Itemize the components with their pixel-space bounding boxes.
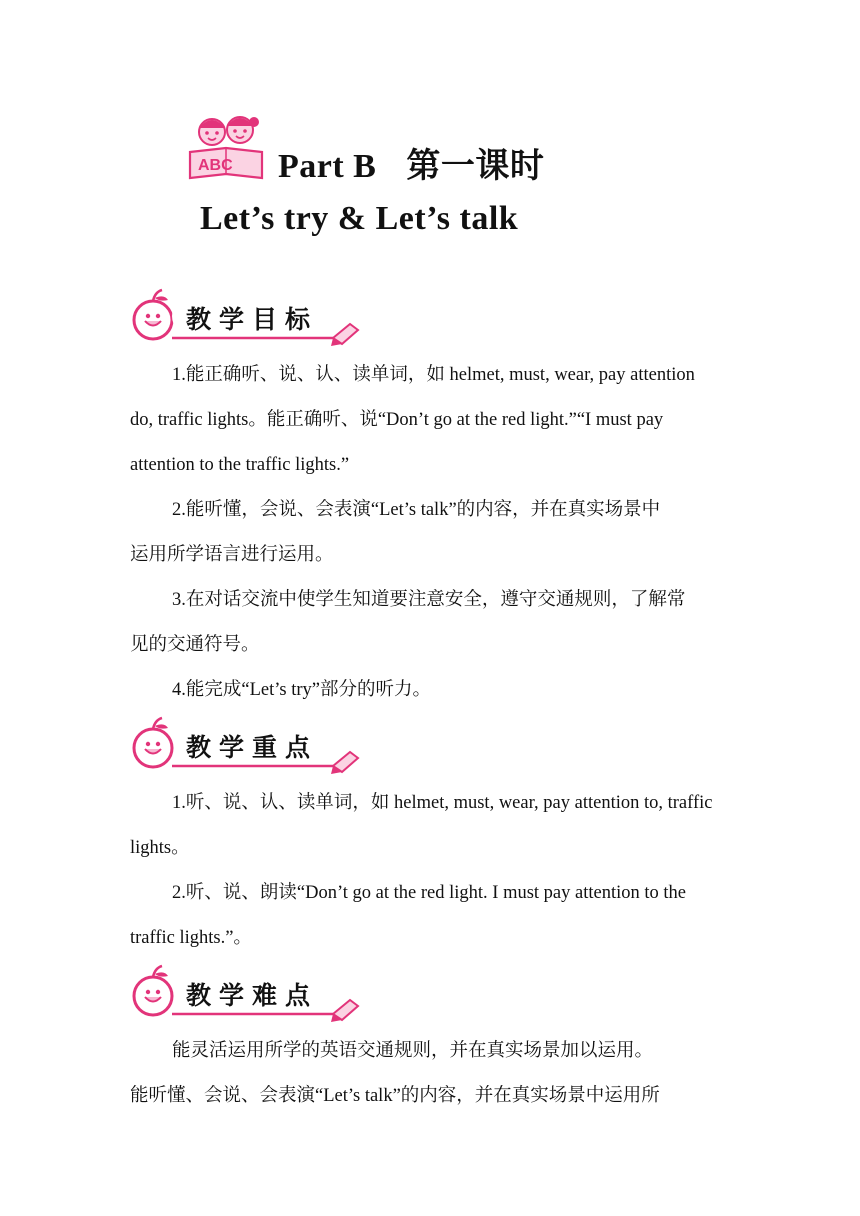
section-header-key-points: [128, 716, 364, 780]
lesson-subtitle: Let’s try & Let’s talk: [200, 200, 519, 237]
objective-3: [130, 578, 731, 623]
kids-abc-logo: [186, 108, 270, 184]
text-line: 4.能完成“Let’s try”部分的听力。: [172, 680, 431, 700]
key-point-2: [130, 871, 731, 916]
text-line: 2.能听懂，会说、会表演“Let’s talk”的内容，并在真实场景中: [172, 500, 661, 520]
text-line: do, traffic lights。能正确听、说“Don’t go at the red light.”“I must pay: [130, 410, 664, 430]
objective-1-continued: [130, 398, 731, 488]
objective-2-continued: [130, 533, 731, 578]
text-line: 能听懂、会说、会表演“Let’s talk”的内容，并在真实场景中运用所: [130, 1086, 660, 1106]
difficulties-content: [130, 1029, 731, 1119]
text-line: traffic lights.”。: [130, 928, 252, 948]
section-title: 教学目标: [186, 305, 319, 334]
objectives-content: [130, 353, 731, 713]
text-line: 运用所学语言进行运用。: [130, 545, 334, 565]
logo-text: ABC: [198, 157, 233, 174]
text-line: 2.听、说、朗读“Don’t go at the red light. I must pay attention to the: [172, 883, 686, 903]
text-line: 能灵活运用所学的英语交通规则，并在真实场景加以运用。: [172, 1041, 654, 1061]
text-line: 见的交通符号。: [130, 635, 260, 655]
objective-4: [130, 668, 731, 713]
text-line: attention to the traffic lights.”: [130, 455, 350, 475]
text-line: 3.在对话交流中使学生知道要注意安全，遵守交通规则，了解常: [172, 590, 686, 610]
part-label: Part B: [278, 148, 377, 185]
text-line: 1.听、说、认、读单词，如 helmet, must, wear, pay attention to, traffic: [172, 793, 713, 813]
section-header-objectives: [128, 288, 364, 352]
difficulty-2: [130, 1074, 731, 1119]
text-line: lights。: [130, 838, 190, 858]
objective-1: [130, 353, 731, 398]
text-line: 1.能正确听、说、认、读单词，如 helmet, must, wear, pay attention: [172, 365, 695, 385]
key-point-2-continued: [130, 916, 731, 961]
difficulty-1: [130, 1029, 731, 1074]
key-point-1-continued: [130, 826, 731, 871]
section-title: 教学重点: [186, 733, 319, 762]
lesson-title-block: [186, 108, 706, 248]
section-header-difficulties: [128, 964, 364, 1028]
objective-2: [130, 488, 731, 533]
section-title: 教学难点: [186, 981, 319, 1010]
key-point-1: [130, 781, 731, 826]
key-points-content: [130, 781, 731, 961]
objective-3-continued: [130, 623, 731, 668]
lesson-label: 第一课时: [406, 146, 545, 186]
title-line-1: [278, 138, 544, 187]
